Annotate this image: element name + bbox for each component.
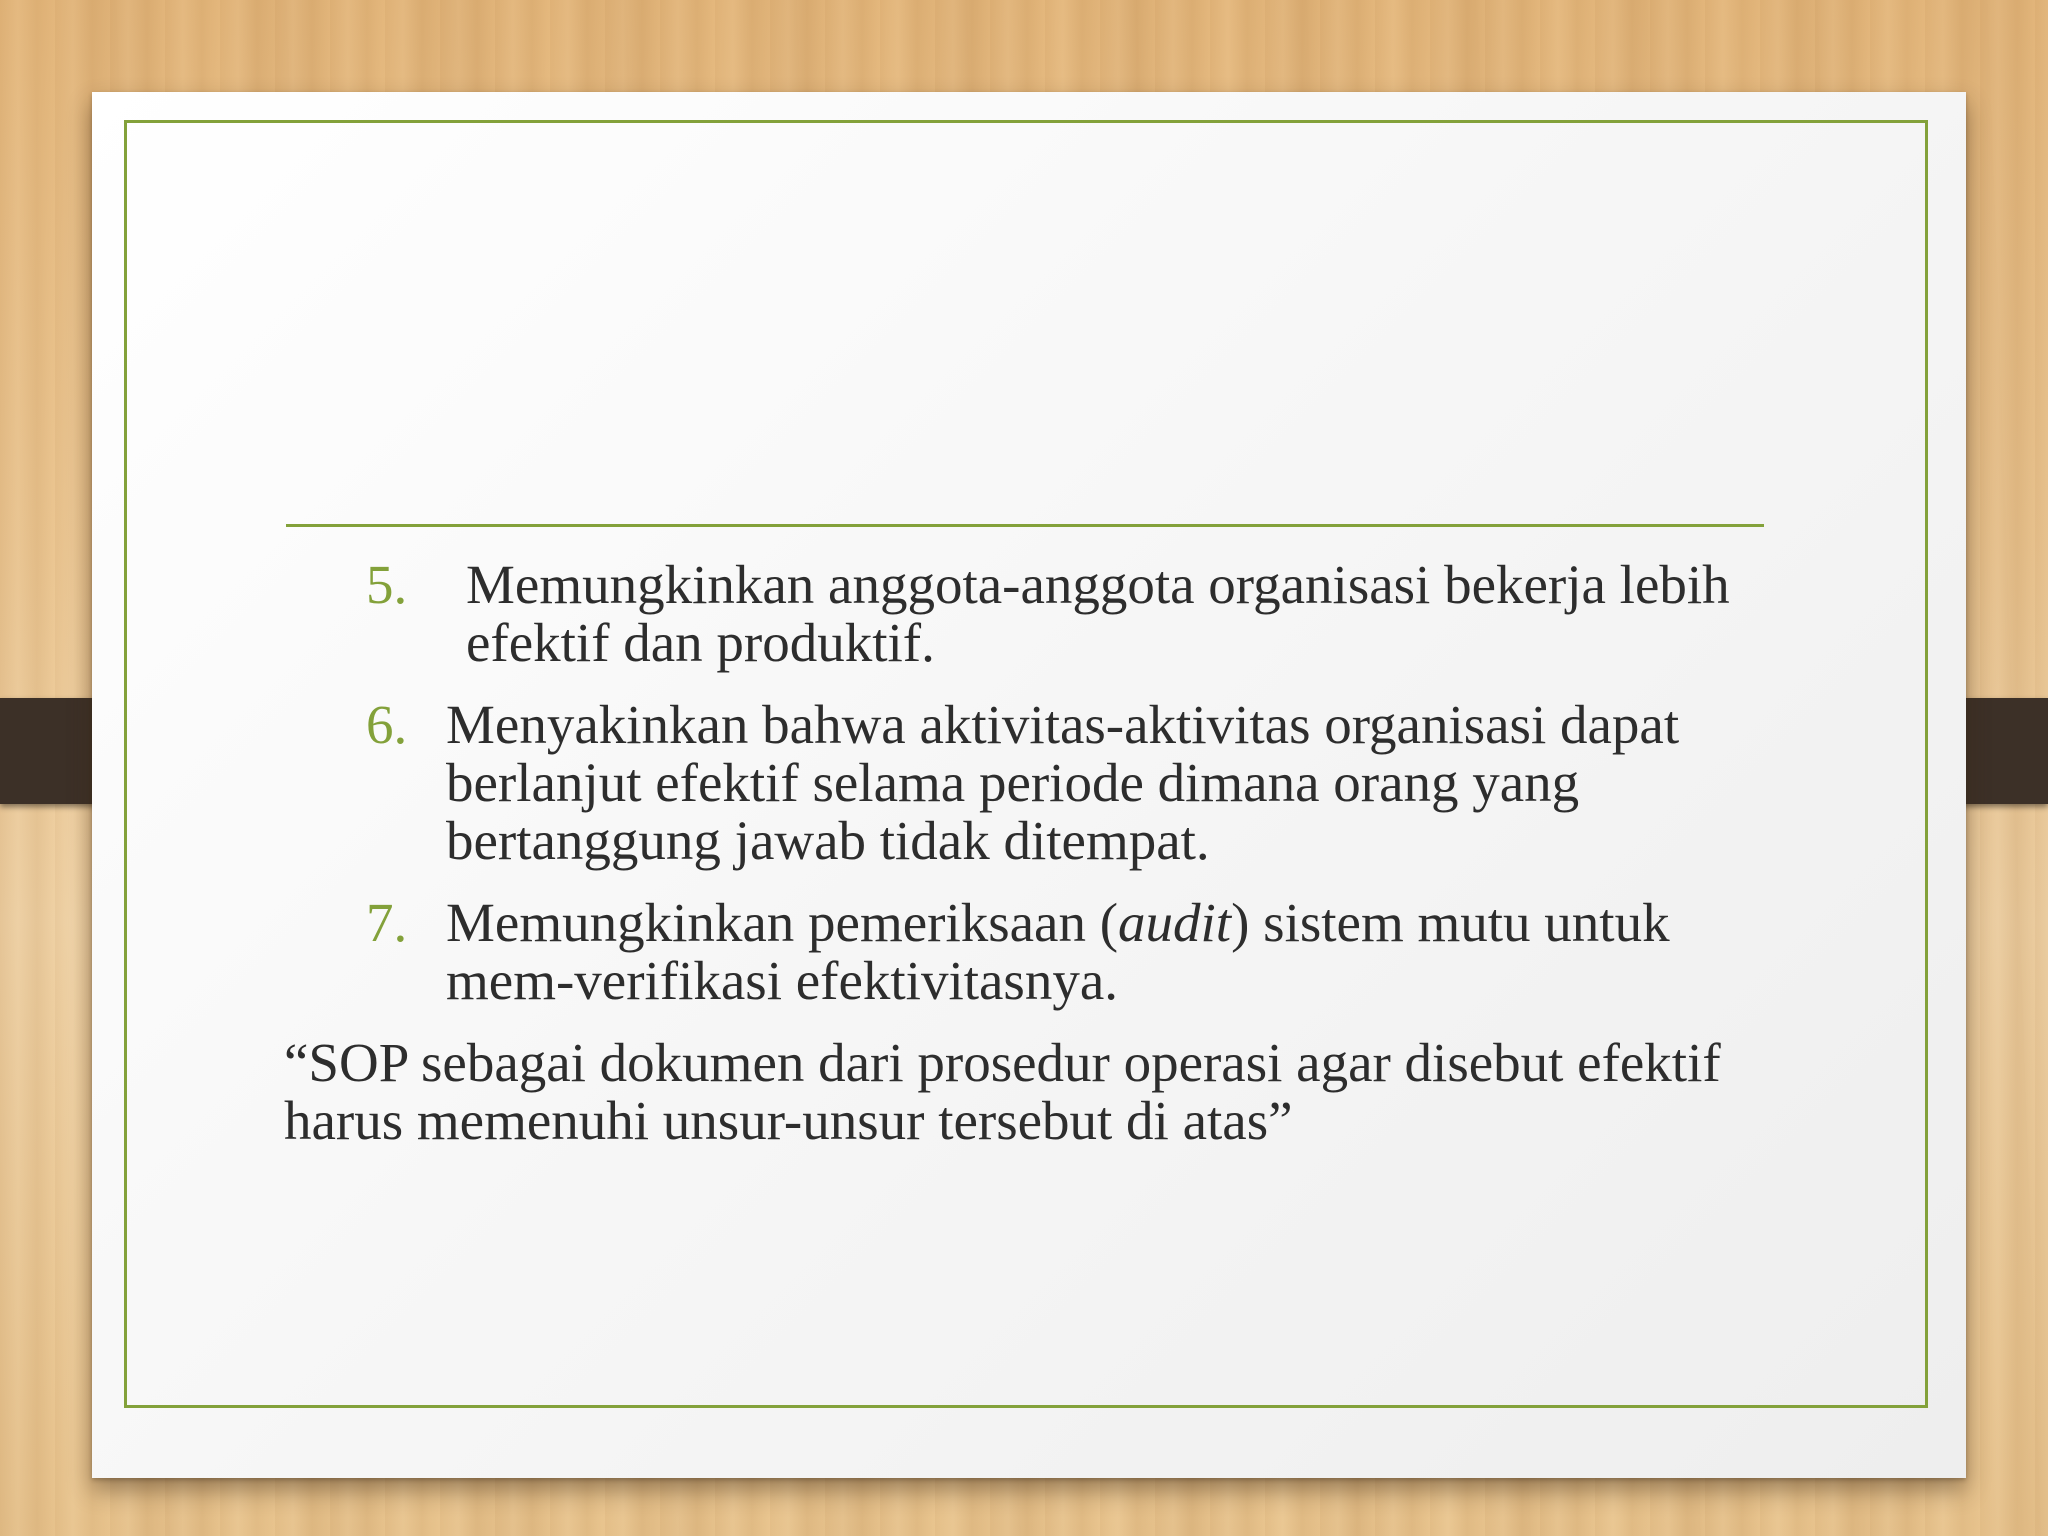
list-text: Menyakinkan bahwa aktivitas-aktivitas organisasi dapat berlanjut efektif selama periode dimana orang yang bertanggung jawab tidak ditempat. [446,694,1680,871]
list-item [284,556,1774,672]
summary-quote: “SOP sebagai dokumen dari prosedur operasi agar disebut efektif harus memenuhi unsur-unsur tersebut di atas” [284,1032,1721,1151]
title-divider [286,524,1764,527]
italic-term: audit [1118,892,1232,953]
list-item [284,894,1774,1010]
list-text [446,894,1774,1010]
list-text-part: ) sistem mutu untuk mem-verifikasi efektivitasnya. [446,892,1670,1011]
slide-body [284,556,1774,1150]
list-number: 7. [366,892,408,953]
list-item [284,696,1774,870]
list-text: Memungkinkan anggota-anggota organisasi bekerja lebih efektif dan produktif. [466,554,1730,673]
list-text-part: Memungkinkan pemeriksaan ( [446,892,1119,953]
list-number: 6. [366,694,408,755]
list-number: 5. [366,554,408,615]
